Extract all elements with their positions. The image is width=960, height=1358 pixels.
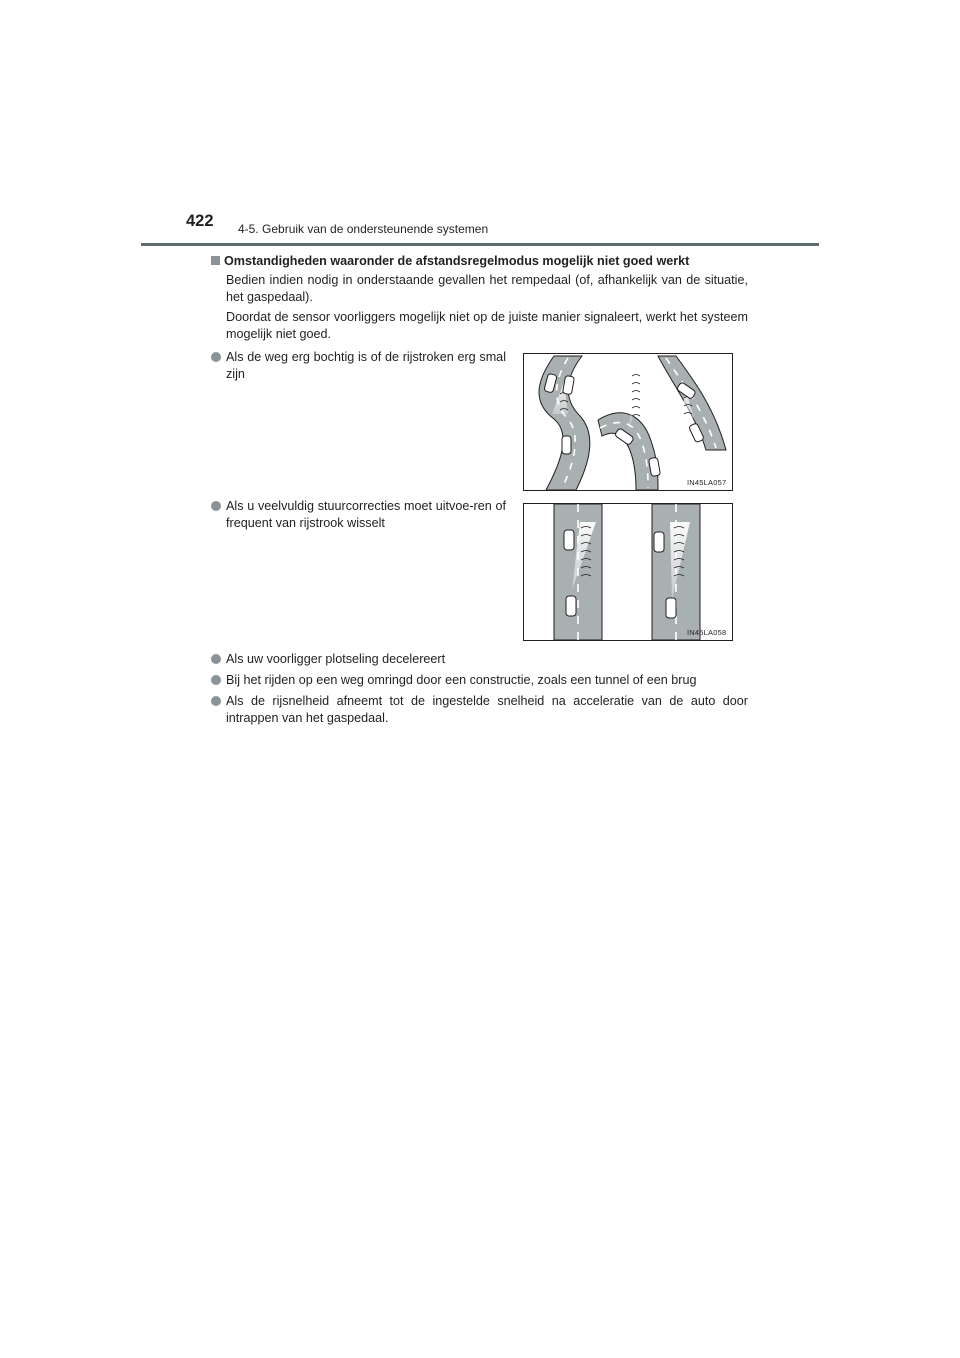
figure-lane-change bbox=[523, 503, 733, 641]
square-bullet-icon bbox=[211, 256, 220, 265]
figure-curved-roads bbox=[523, 353, 733, 491]
lane-change-illustration-icon bbox=[524, 504, 732, 640]
list-item-text: Bij het rijden op een weg omringd door een constructie, zoals een tunnel of een brug bbox=[226, 673, 697, 687]
header-rule bbox=[141, 243, 819, 246]
section-heading bbox=[211, 253, 689, 270]
figure-code: IN45LA058 bbox=[687, 628, 727, 637]
bullet-icon bbox=[211, 696, 221, 706]
list-item-text: Als uw voorligger plotseling decelereert bbox=[226, 652, 446, 666]
paragraph-1: Bedien indien nodig in onderstaande gevallen het rempedaal (of, afhankelijk van de situatie, het gaspedaal). bbox=[226, 273, 748, 304]
section-title: 4-5. Gebruik van de ondersteunende systemen bbox=[238, 222, 489, 236]
bullet-icon bbox=[211, 352, 221, 362]
bullet-icon bbox=[211, 501, 221, 511]
figure-code: IN45LA057 bbox=[687, 478, 727, 487]
list-item-text: Als de weg erg bochtig is of de rijstroken erg smal zijn bbox=[226, 350, 506, 381]
paragraph-2: Doordat de sensor voorliggers mogelijk niet op de juiste manier signaleert, werkt het systeem mogelijk niet goed. bbox=[226, 310, 748, 341]
bullet-icon bbox=[211, 654, 221, 664]
list-item-text: Als u veelvuldig stuurcorrecties moet uitvoe-ren of frequent van rijstrook wisselt bbox=[226, 499, 506, 530]
section-heading-text: Omstandigheden waaronder de afstandsregelmodus mogelijk niet goed werkt bbox=[224, 254, 690, 268]
bullet-icon bbox=[211, 675, 221, 685]
page-number: 422 bbox=[186, 212, 214, 230]
list-item-text: Als de rijsnelheid afneemt tot de ingestelde snelheid na acceleratie van de auto door intrappen van het gaspedaal. bbox=[226, 694, 748, 725]
curved-road-illustration-icon bbox=[524, 354, 732, 490]
